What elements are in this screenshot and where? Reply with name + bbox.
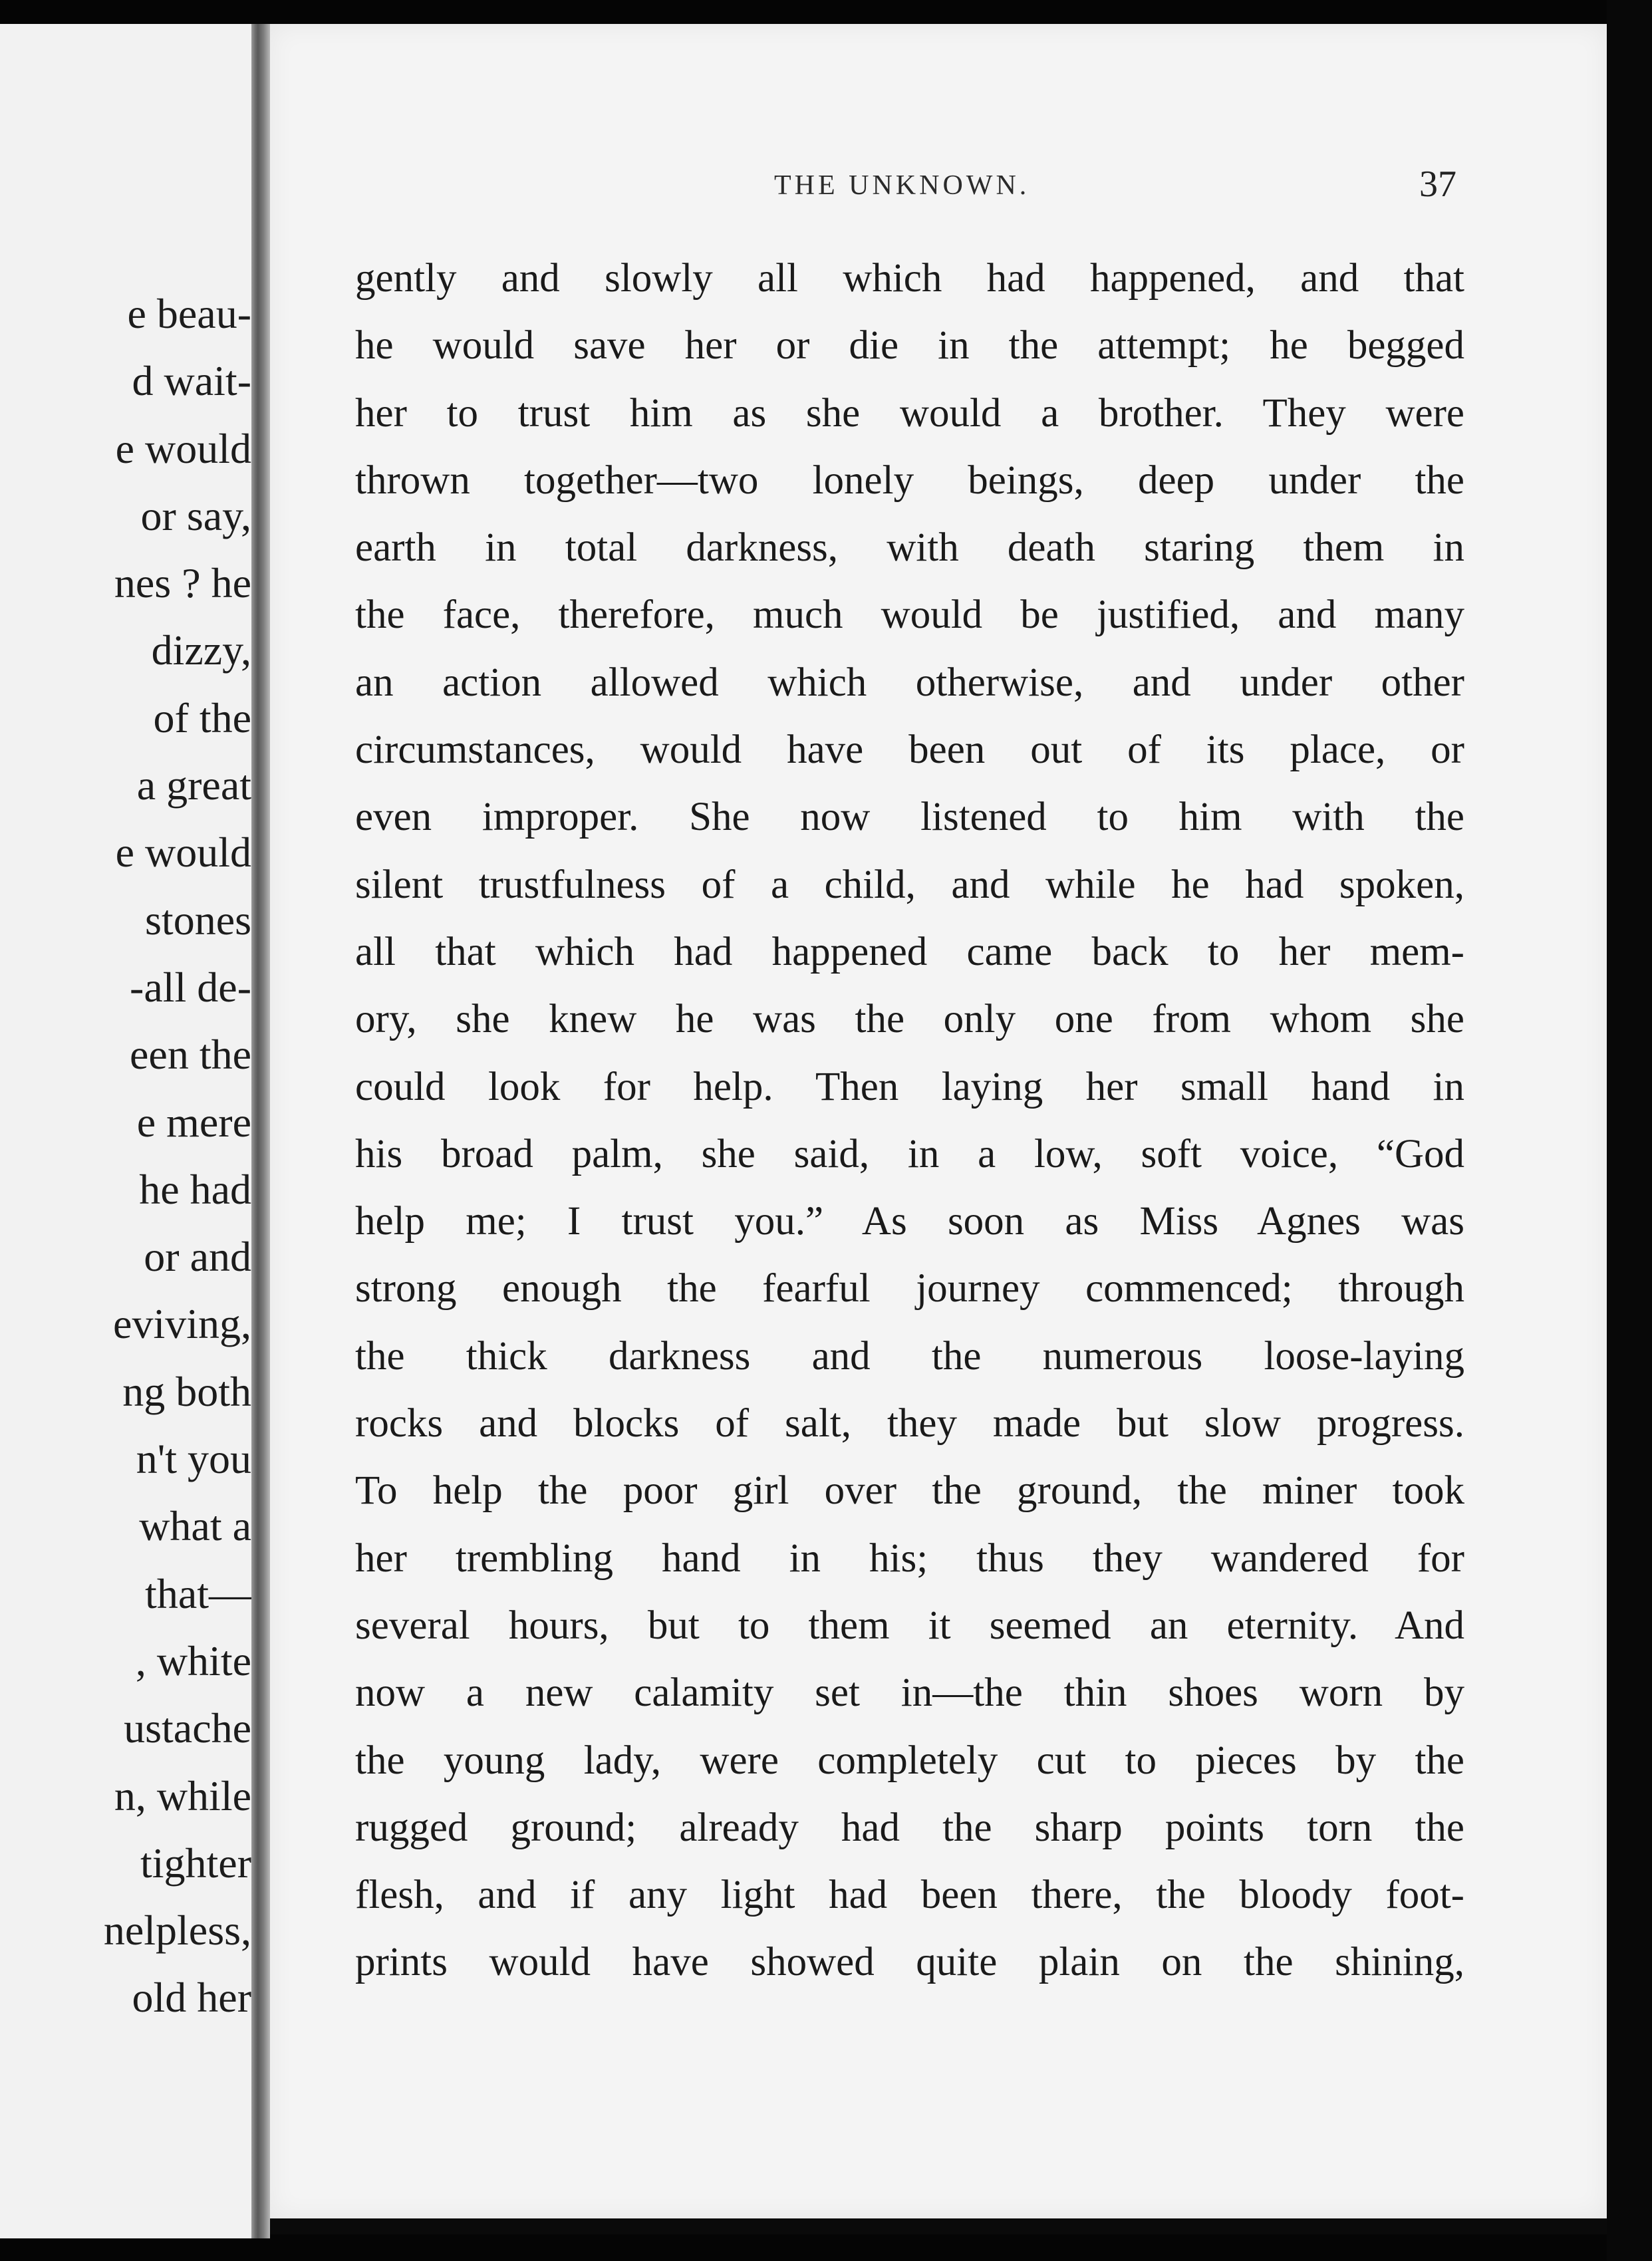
text-line: prints would have showed quite plain on the shining,	[355, 1940, 1464, 1985]
left-text-fragment: e beau-	[127, 290, 251, 337]
text-line: her trembling hand in his; thus they wandered for	[355, 1535, 1464, 1581]
text-line: strong enough the fearful journey commenced; through	[355, 1266, 1464, 1311]
text-line: ory, she knew he was the only one from whom she	[355, 997, 1464, 1042]
left-text-fragment: n't you	[136, 1435, 251, 1483]
film-border-right	[1607, 0, 1652, 2261]
body-text	[355, 245, 1464, 1996]
text-line: To help the poor girl over the ground, the miner took	[355, 1468, 1464, 1514]
left-text-fragment: d wait-	[132, 357, 251, 405]
left-text-fragment: -all de-	[130, 963, 251, 1011]
text-line: could look for help. Then laying her small hand in	[355, 1064, 1464, 1109]
text-line: her to trust him as she would a brother. They were	[355, 390, 1464, 436]
left-text-fragment: tighter	[140, 1839, 251, 1887]
text-line: several hours, but to them it seemed an eternity. And	[355, 1603, 1464, 1648]
left-text-fragment: stones	[145, 896, 251, 944]
film-border-bottom	[0, 2234, 1652, 2261]
left-text-fragment: , white	[135, 1637, 251, 1684]
text-line: silent trustfulness of a child, and while he had spoken,	[355, 862, 1464, 907]
left-text-fragment: e mere	[136, 1098, 251, 1146]
left-text-fragment: he had	[139, 1165, 251, 1213]
left-page-text	[0, 280, 251, 2032]
left-text-fragment: a great	[136, 761, 251, 809]
text-line: now a new calamity set in—the thin shoes worn by	[355, 1670, 1464, 1716]
text-line: the thick darkness and the numerous loose-laying	[355, 1333, 1464, 1379]
left-text-fragment: een the	[130, 1031, 251, 1079]
left-text-fragment: old her	[132, 1974, 251, 2022]
text-line: gently and slowly all which had happened, and that	[355, 256, 1464, 301]
text-line: help me; I trust you.” As soon as Miss Agnes was	[355, 1199, 1464, 1244]
text-line: thrown together—two lonely beings, deep under the	[355, 458, 1464, 503]
left-text-fragment: that—	[145, 1569, 251, 1617]
page-number: 37	[1419, 164, 1456, 205]
text-line: his broad palm, she said, in a low, soft voice, “God	[355, 1131, 1464, 1176]
book-gutter	[251, 24, 270, 2238]
running-head: THE UNKNOWN.	[774, 170, 1030, 201]
text-line: even improper. She now listened to him with the	[355, 795, 1464, 840]
left-text-fragment: what a	[139, 1502, 251, 1550]
text-line: rugged ground; already had the sharp points torn the	[355, 1805, 1464, 1850]
left-text-fragment: eviving,	[113, 1300, 251, 1348]
text-line: all that which had happened came back to her mem-	[355, 929, 1464, 974]
left-text-fragment: of the	[153, 694, 251, 741]
text-line: the face, therefore, much would be justified, and many	[355, 593, 1464, 638]
left-text-fragment: dizzy,	[151, 626, 251, 674]
text-line: earth in total darkness, with death staring them in	[355, 525, 1464, 571]
text-line: flesh, and if any light had been there, the bloody foot-	[355, 1873, 1464, 1918]
left-text-fragment: ng both	[122, 1367, 251, 1415]
left-text-fragment: or say,	[140, 491, 251, 539]
left-text-fragment: e would	[115, 829, 251, 876]
text-line: the young lady, were completely cut to pieces by the	[355, 1738, 1464, 1783]
film-border-top	[0, 0, 1652, 27]
left-text-fragment: e would	[115, 424, 251, 472]
text-line: rocks and blocks of salt, they made but slow progress.	[355, 1401, 1464, 1446]
left-text-fragment: n, while	[114, 1772, 251, 1819]
left-text-fragment: or and	[144, 1233, 251, 1281]
left-text-fragment: nes ? he	[114, 559, 251, 607]
left-facing-page	[0, 24, 251, 2238]
text-line: circumstances, would have been out of its place, or	[355, 728, 1464, 773]
text-line: he would save her or die in the attempt; he begged	[355, 323, 1464, 368]
left-text-fragment: ustache	[124, 1704, 251, 1752]
left-text-fragment: nelpless,	[103, 1907, 251, 1954]
text-line: an action allowed which otherwise, and under other	[355, 660, 1464, 705]
